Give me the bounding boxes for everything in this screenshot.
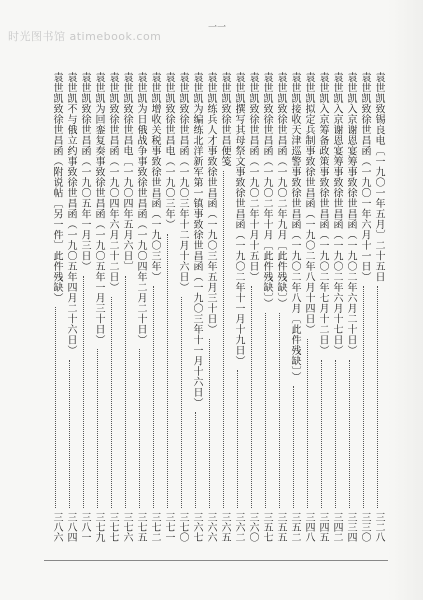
entry-page: 三七九 <box>93 512 104 542</box>
toc-entry <box>344 72 356 542</box>
leader-dots <box>307 339 310 508</box>
entry-title: 袁世凯致徐世昌函（一九〇二年十月十五日） <box>247 72 258 282</box>
leader-dots <box>181 297 184 508</box>
entry-title: 袁世凯练兵人才事致徐世昌函（一九〇三年五月三十日） <box>205 72 216 335</box>
toc-entry <box>302 72 314 542</box>
entry-title: 袁世凯增收关税事致徐世昌函（一九〇三年） <box>149 72 160 282</box>
toc-entry <box>260 72 272 542</box>
entry-title: 袁世凯入京谢恩宴筹事致徐世昌函（一九〇二年六月二十日） <box>345 72 356 356</box>
entry-title: 袁世凯致徐世昌便笺 <box>219 72 230 167</box>
toc-entry <box>316 72 328 542</box>
entry-page: 三七六 <box>121 512 132 542</box>
leader-dots <box>55 307 58 508</box>
leader-dots <box>321 360 324 508</box>
leader-dots <box>83 276 86 508</box>
entry-page: 三六〇 <box>247 512 258 542</box>
entry-page: 三六六 <box>205 512 216 542</box>
entry-title: 袁世凯致徐世昌函（一九〇五年一月三日） <box>79 72 90 272</box>
leader-dots <box>69 360 72 508</box>
toc-entry <box>372 72 384 542</box>
toc-entry <box>64 72 76 542</box>
leader-dots <box>363 286 366 508</box>
entry-title: 袁世凯接收天津巡警事致徐世昌函（一九〇二年八月〔此件残缺〕） <box>289 72 300 382</box>
toc-entry <box>106 72 118 542</box>
entry-page: 三六五 <box>219 512 230 542</box>
leader-dots <box>237 370 240 508</box>
page-edge <box>388 0 423 600</box>
leader-dots <box>97 349 100 508</box>
entry-page: 三七〇 <box>177 512 188 542</box>
entry-page: 三七七 <box>107 512 118 542</box>
entry-title: 袁世凯入京筹备政策事致徐世昌函（一九〇二年七月十二日） <box>317 72 328 356</box>
toc-entry <box>274 72 286 542</box>
entry-title: 袁世凯致徐世昌电〔一九〇四年五月六日〕 <box>121 72 132 272</box>
entry-page: 三五五 <box>275 512 286 542</box>
toc-entry <box>92 72 104 542</box>
entry-title: 袁世凯为回銮复奏事致徐世昌函（一九〇五年一月三十日） <box>93 72 104 345</box>
toc-entry <box>120 72 132 542</box>
entry-title: 袁世凯致徐世昌函（一九〇四年六月二十二日） <box>107 72 118 293</box>
entry-page: 三八一 <box>79 512 90 542</box>
entry-title: 袁世凯撰写其母祭文事致徐世昌函（一九〇二年十一月十九日） <box>233 72 244 366</box>
toc-entry <box>176 72 188 542</box>
toc-entry <box>358 72 370 542</box>
bottom-rule <box>44 560 388 561</box>
entry-page: 三三四 <box>345 512 356 542</box>
entry-title: 袁世凯拟定兵制事致徐世昌函（一九〇二年八月十四日） <box>303 72 314 335</box>
entry-page: 三六七 <box>191 512 202 542</box>
entry-page: 三七二 <box>149 512 160 542</box>
toc-entry <box>50 72 62 542</box>
entry-page: 三四五 <box>317 512 328 542</box>
leader-dots <box>125 276 128 508</box>
toc-entry <box>78 72 90 542</box>
entry-title: 袁世凯致徐世昌函（一九〇三年十二月十六日） <box>177 72 188 293</box>
toc-entry <box>246 72 258 542</box>
leader-dots <box>139 349 142 508</box>
entry-title: 袁世凯不与俄立约事致徐世昌函（一九〇五年四月二十六日） <box>65 72 76 356</box>
page-number: 一一 <box>208 23 227 33</box>
leader-dots <box>265 313 268 508</box>
entry-page: 三四八 <box>303 512 314 542</box>
entry-title: 袁世凯致徐世昌函（一九〇二年九月〔此件残缺〕） <box>275 72 286 309</box>
toc-entry <box>148 72 160 542</box>
entry-title: 袁世凯致锡良电〔一九〇一年五月〕二十五日 <box>373 72 384 282</box>
leader-dots <box>251 286 254 508</box>
entry-title: 袁世凯为日俄战争事致徐世昌函（一九〇四年二月二十日） <box>135 72 146 345</box>
leader-dots <box>153 286 156 508</box>
entry-page: 三三〇 <box>359 512 370 542</box>
leader-dots <box>377 286 380 508</box>
toc-entry <box>218 72 230 542</box>
leader-dots <box>223 171 226 508</box>
leader-dots <box>335 360 338 508</box>
entry-page: 三六二 <box>233 512 244 542</box>
entry-title: 袁世凯致徐世昌电（一九〇三年） <box>163 72 174 230</box>
toc-entry <box>232 72 244 542</box>
leader-dots <box>293 386 296 508</box>
leader-dots <box>279 313 282 508</box>
entry-page: 三七一 <box>163 512 174 542</box>
entry-page: 三七五 <box>135 512 146 542</box>
toc-entry <box>330 72 342 542</box>
entry-page: 三五二 <box>289 512 300 542</box>
toc-entry <box>190 72 202 542</box>
entry-page: 三二八 <box>373 512 384 542</box>
entry-title: 袁世凯入京谢恩宴筹事致徐世昌函（一九〇二年六月十七日） <box>331 72 342 356</box>
leader-dots <box>209 339 212 508</box>
leader-dots <box>195 412 198 508</box>
entry-page: 三八六 <box>51 512 62 542</box>
entry-title: 袁世凯致徐世昌函（一九〇一年六月十一日） <box>359 72 370 282</box>
leader-dots <box>167 234 170 508</box>
toc-entry <box>134 72 146 542</box>
entry-page: 三八四 <box>65 512 76 542</box>
leader-dots <box>111 297 114 508</box>
entry-title: 袁世凯为编练北洋新军第一镇事致徐世昌函（一九〇三年十一月十六日） <box>191 72 202 408</box>
toc-entry <box>162 72 174 542</box>
entry-page: 三五七 <box>261 512 272 542</box>
entry-title: 袁世凯致徐世昌函（附说帖〔另一件〕此件残缺） <box>51 72 62 303</box>
leader-dots <box>349 360 352 508</box>
entry-page: 三四二 <box>331 512 342 542</box>
toc-entry <box>204 72 216 542</box>
toc-entry <box>288 72 300 542</box>
watermark-text: 时光图书馆 atimebook.com <box>8 30 162 43</box>
entry-title: 袁世凯致徐世昌函（一九〇二年十月〔此件残缺〕） <box>261 72 272 309</box>
